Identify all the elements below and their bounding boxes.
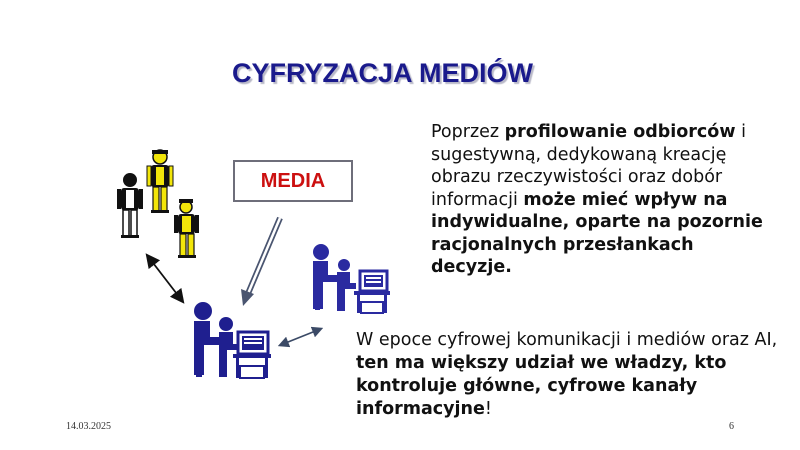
- person-yellow-small-icon: [174, 199, 199, 258]
- computer-user-icon: [194, 302, 271, 378]
- footer-date: 14.03.2025: [66, 421, 111, 432]
- computer-user-small-icon: [313, 244, 390, 313]
- paragraph2-run: ten ma większy udział we władzy, kto kontroluje główne, cyfrowe kanały informacyjne: [356, 353, 727, 419]
- paragraph2-run: !: [484, 399, 492, 419]
- paragraph-power: [356, 329, 796, 421]
- paragraph1-run: Poprzez: [431, 122, 505, 142]
- paragraph2-run: W epoce cyfrowej komunikacji i mediów oraz AI,: [356, 330, 778, 350]
- media-label: MEDIA: [260, 169, 326, 192]
- double-arrow-icon: [150, 259, 180, 298]
- double-arrow-icon: [283, 330, 318, 344]
- slide-title: CYFRYZACJA MEDIÓW: [232, 58, 533, 88]
- people-group-icon: [117, 150, 199, 258]
- paragraph1-run: profilowanie odbiorców: [504, 122, 736, 142]
- paragraph1-run: może mieć wpływ na indywidualne, oparte na pozornie racjonalnych przesłankach decyzje.: [431, 189, 763, 277]
- media-arrow-icon: [241, 218, 280, 306]
- page-number: 6: [729, 421, 734, 432]
- paragraph-profiling: [431, 121, 771, 279]
- paragraph1-run: i sugestywną, dedykowaną kreację obrazu rzeczywistości oraz dobór informacji: [431, 122, 746, 210]
- person-black-icon: [117, 173, 143, 238]
- person-yellow-icon: [147, 150, 173, 213]
